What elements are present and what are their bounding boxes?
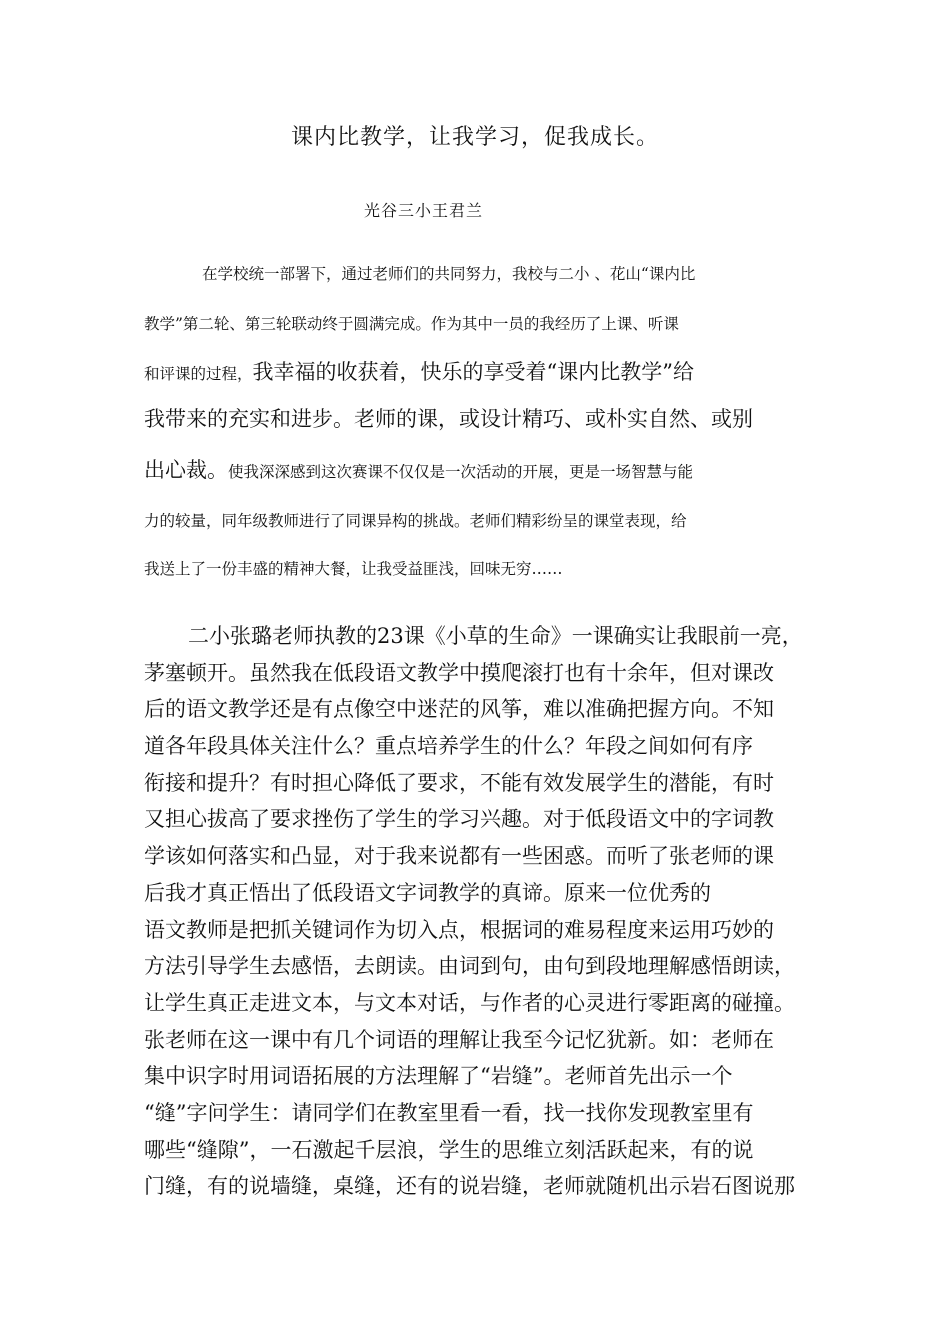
paragraph-2-line: 又担心拔高了要求挫伤了学生的学习兴趣。对于低段语文中的字词教 (144, 807, 774, 832)
paragraph-2-line: 哪些“缝隙”，一石激起千层浪，学生的思维立刻活跃起来，有的说 (144, 1137, 754, 1162)
document-title: 课内比教学，让我学习，促我成长。 (290, 125, 659, 150)
paragraph-2-line: 后的语文教学还是有点像空中迷茫的风筝，难以准确把握方向。不知 (144, 697, 774, 722)
paragraph-1-segment: 和评课的过程， (144, 365, 253, 383)
paragraph-2-line: 二小张璐老师执教的23课《小草的生命》一课确实让我眼前一亮， (188, 624, 803, 648)
paragraph-1-segment: 使我深深感到这次赛课不仅仅是一次活动的开展，更是一场智慧与能 (228, 463, 694, 481)
author-line: 光谷三小王君兰 (364, 201, 484, 220)
paragraph-1-line: 力的较量，同年级教师进行了同课异构的挑战。老师们精彩纷呈的课堂表现，给 (144, 512, 687, 530)
paragraph-2-line: 门缝，有的说墙缝，桌缝，还有的说岩缝，老师就随机出示岩石图说那 (144, 1174, 795, 1199)
paragraph-1-line: 我带来的充实和进步。老师的课，或设计精巧、或朴实自然、或别 (144, 407, 753, 431)
paragraph-1-line (144, 356, 694, 386)
paragraph-1-line (144, 454, 693, 484)
paragraph-1-line: 我送上了一份丰盛的精神大餐，让我受益匪浅，回味无穷…… (144, 560, 563, 578)
paragraph-1-line: 教学”第二轮、第三轮联动终于圆满完成。作为其中一员的我经历了上课、听课 (144, 315, 679, 333)
paragraph-2-line: 后我才真正悟出了低段语文字词教学的真谛。原来一位优秀的 (144, 880, 711, 905)
paragraph-2-line: 方法引导学生去感悟，去朗读。由词到句，由句到段地理解感悟朗读， (144, 954, 795, 979)
paragraph-2-line: 学该如何落实和凸显，对于我来说都有一些困惑。而听了张老师的课 (144, 844, 774, 869)
paragraph-1-segment: 我幸福的收获着，快乐的享受着“课内比教学”给 (252, 360, 694, 384)
paragraph-2-line: 道各年段具体关注什么？重点培养学生的什么？年段之间如何有序 (144, 734, 753, 759)
paragraph-1-line: 在学校统一部署下，通过老师们的共同努力，我校与二小 、花山“课内比 (202, 265, 696, 283)
paragraph-2-line: 集中识字时用词语拓展的方法理解了“岩缝”。老师首先出示一个 (144, 1064, 733, 1089)
paragraph-2-line: 衔接和提升？有时担心降低了要求，不能有效发展学生的潜能，有时 (144, 770, 774, 795)
paragraph-2-line: 茅塞顿开。虽然我在低段语文教学中摸爬滚打也有十余年，但对课改 (144, 660, 774, 685)
paragraph-2-line: 张老师在这一课中有几个词语的理解让我至今记忆犹新。如：老师在 (144, 1027, 774, 1052)
paragraph-2 (144, 618, 824, 1205)
paragraph-2-line: “缝”字问学生：请同学们在教室里看一看，找一找你发现教室里有 (144, 1100, 754, 1125)
paragraph-2-line: 让学生真正走进文本，与文本对话，与作者的心灵进行零距离的碰撞。 (144, 990, 795, 1015)
paragraph-2-line: 语文教师是把抓关键词作为切入点，根据词的难易程度来运用巧妙的 (144, 917, 774, 942)
paragraph-1-segment: 出心裁。 (144, 458, 228, 482)
